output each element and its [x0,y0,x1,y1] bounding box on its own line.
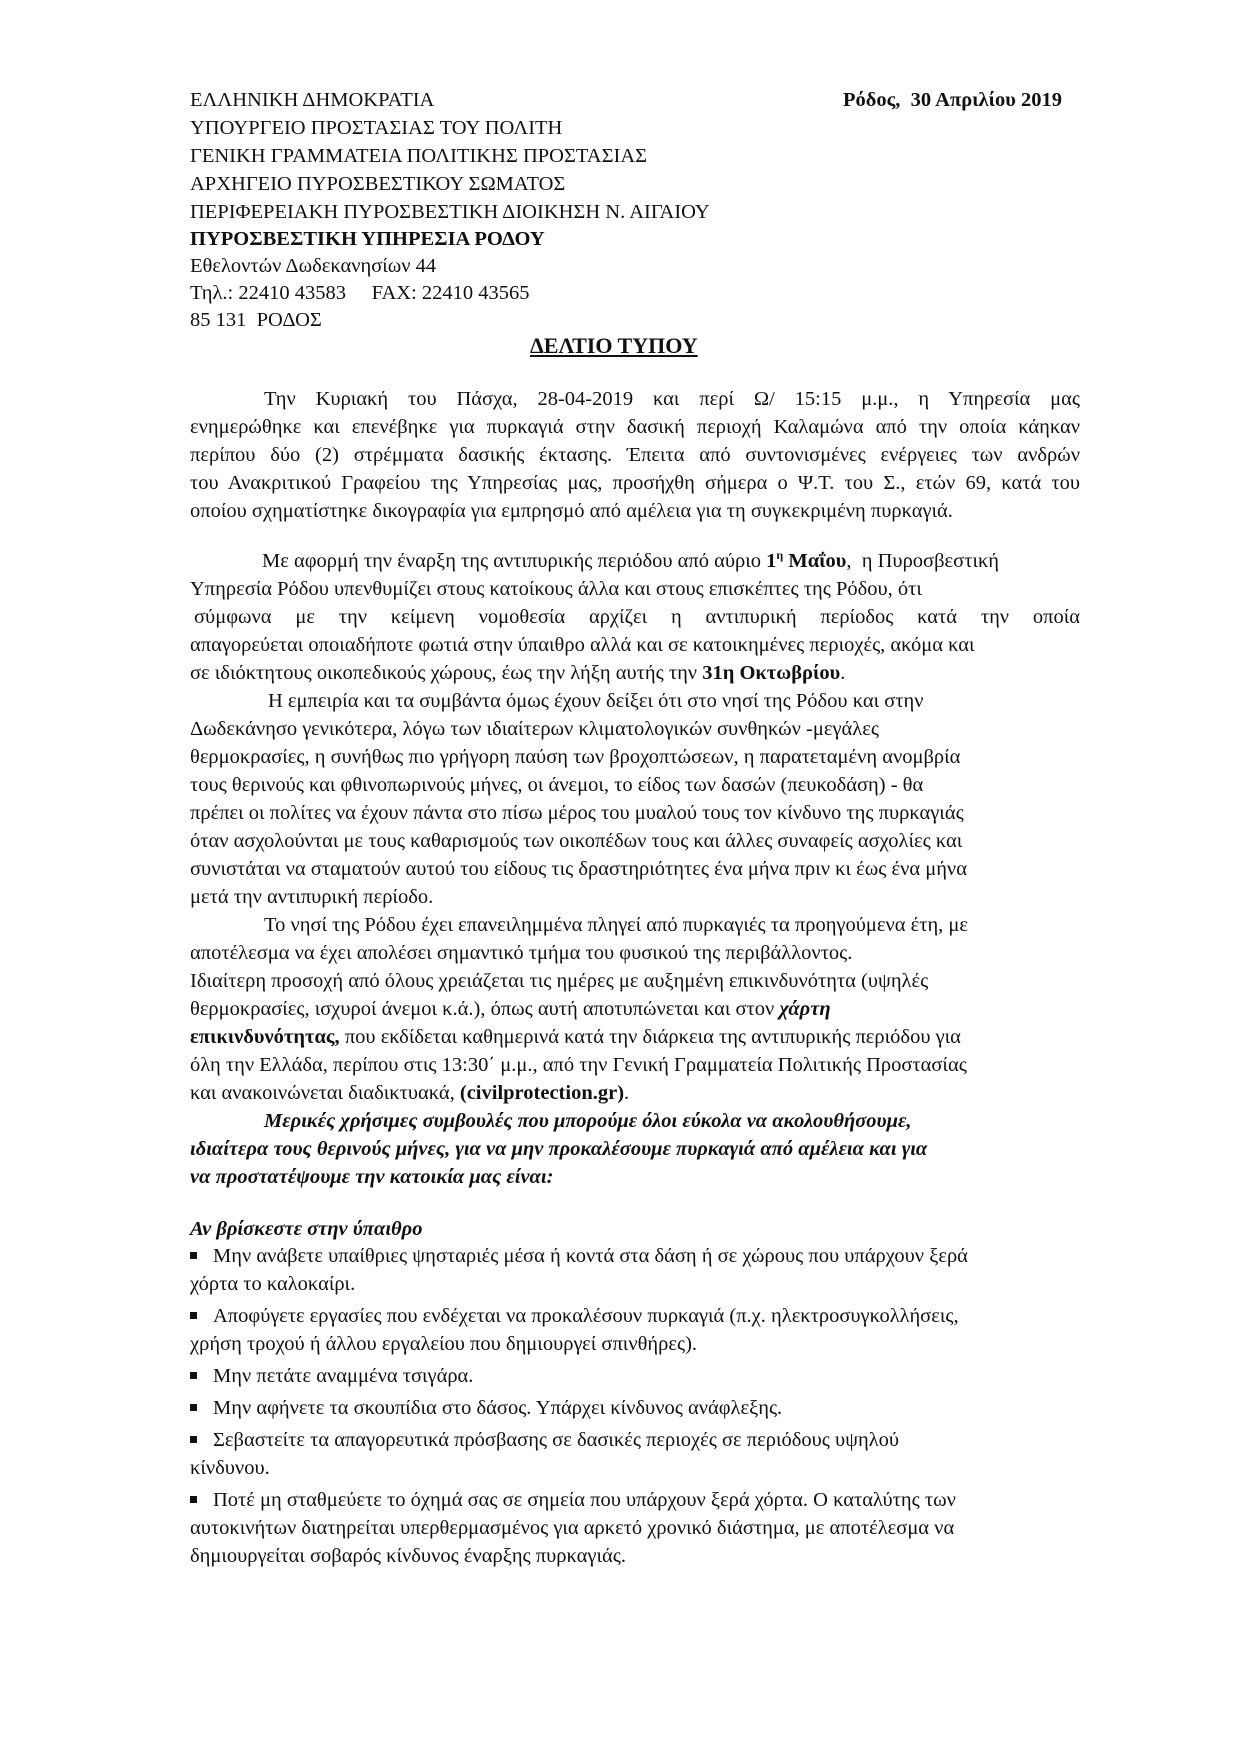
text-line: σύμφωνα με την κείμενη νομοθεσία αρχίζει η αντιπυρική περίοδος κατά την οποία [194,606,1080,628]
bullet-square-icon [190,1496,197,1503]
list-item-continuation: κίνδυνου. [190,1457,270,1479]
text-line: Υπηρεσία Ρόδου υπενθυμίζει στους κατοίκους άλλα και στους επισκέπτες της Ρόδου, ότι [190,578,922,600]
text-line: να προστατέψουμε την κατοικία μας είναι: [190,1166,554,1188]
text-line: συνιστάται να σταματούν αυτού του είδους τις δραστηριότητες ένα μήνα πριν κι έως ένα μήνα [190,858,967,880]
phone-fax-line: Τηλ.: 22410 43583 FAX: 22410 43565 [190,282,530,304]
list-item-continuation: χόρτα το καλοκαίρι. [190,1273,356,1295]
text-line: Το νησί της Ρόδου έχει επανειλημμένα πληγεί από πυρκαγιές τα προηγούμενα έτη, με [264,914,969,936]
list-item: Σεβαστείτε τα απαγορευτικά πρόσβασης σε δασικές περιοχές σε περιόδους υψηλού [190,1426,899,1454]
bullet-square-icon [190,1252,197,1259]
list-item-continuation: αυτοκινήτων διατηρείται υπερθερμασμένος για αρκετό χρονικό διάστημα, με αποτέλεσμα να [190,1517,955,1539]
letterhead-line: ΓΕΝΙΚΗ ΓΡΑΜΜΑΤΕΙΑ ΠΟΛΙΤΙΚΗΣ ΠΡΟΣΤΑΣΙΑΣ [190,145,648,167]
text-line: και ανακοινώνεται διαδικτυακά, (civilprotection.gr). [190,1082,630,1104]
letterhead-line: ΑΡΧΗΓΕΙΟ ΠΥΡΟΣΒΕΣΤΙΚΟΥ ΣΩΜΑΤΟΣ [190,173,566,195]
text-line: μετά την αντιπυρική περίοδο. [190,886,434,908]
text-line: αποτέλεσμα να έχει απολέσει σημαντικό τμήμα του φυσικού της περιβάλλοντος. [190,942,853,964]
text-line: Ιδιαίτερη προσοχή από όλους χρειάζεται τις ημέρες με αυξημένη επικινδυνότητα (υψηλές [190,970,929,992]
text-line: όλη την Ελλάδα, περίπου στις 13:30΄ μ.μ., από την Γενική Γραμματεία Πολιτικής Προστασίας [190,1054,967,1076]
text-line: πρέπει οι πολίτες να έχουν πάντα στο πίσω μέρος του μυαλού τους τον κίνδυνο της πυρκαγιάς [190,802,964,824]
text-line: απαγορεύεται οποιαδήποτε φωτιά στην ύπαιθρο αλλά και σε κατοικημένες περιοχές, ακόμα και [190,634,975,656]
letterhead-service: ΠΥΡΟΣΒΕΣΤΙΚΗ ΥΠΗΡΕΣΙΑ ΡΟΔΟΥ [190,228,545,250]
address-line: Εθελοντών Δωδεκανησίων 44 [190,255,437,277]
letterhead-line: ΕΛΛΗΝΙΚΗ ΔΗΜΟΚΡΑΤΙΑ [190,89,435,111]
bullet-square-icon [190,1436,197,1443]
letterhead-line: ΥΠΟΥΡΓΕΙΟ ΠΡΟΣΤΑΣΙΑΣ ΤΟΥ ΠΟΛΙΤΗ [190,117,563,139]
bullet-square-icon [190,1372,197,1379]
letterhead-line: ΠΕΡΙΦΕΡΕΙΑΚΗ ΠΥΡΟΣΒΕΣΤΙΚΗ ΔΙΟΙΚΗΣΗ Ν. ΑΙΓΑΙΟΥ [190,201,710,223]
date-line: Ρόδος, 30 Απριλίου 2019 [843,89,1062,111]
list-item: Μην αφήνετε τα σκουπίδια στο δάσος. Υπάρχει κίνδυνος ανάφλεξης. [190,1394,782,1422]
list-item-continuation: δημιουργείται σοβαρός κίνδυνος έναρξης πυρκαγιάς. [190,1545,626,1567]
section-heading: Αν βρίσκεστε στην ύπαιθρο [190,1218,423,1240]
text-line: σε ιδιόκτητους οικοπεδικούς χώρους, έως την λήξη αυτής την 31η Οκτωβρίου. [190,662,846,684]
text-line: θερμοκρασίες, η συνήθως πιο γρήγορη παύση των βροχοπτώσεων, η παρατεταμένη ανομβρία [190,746,961,768]
text-line: του Ανακριτικού Γραφείου της Υπηρεσίας μας, προσήχθη σήμερα ο Ψ.Τ. του Σ., ετών 69, κατά του [190,472,1080,494]
bullet-square-icon [190,1312,197,1319]
text-line: όταν ασχολούνται με τους καθαρισμούς των οικοπέδων τους και άλλες συναφείς ασχολίες και [190,830,963,852]
text-line: επικινδυνότητας, που εκδίδεται καθημερινά κατά την διάρκεια της αντιπυρικής περιόδου για [190,1026,961,1048]
text-line: περίπου δύο (2) στρέμματα δασικής έκτασης. Έπειτα από συντονισμένες ενέργειες των ανδρών [190,444,1080,466]
text-line: οποίου σχηματίστηκε δικογραφία για εμπρησμό από αμέλεια για τη συγκεκριμένη πυρκαγιά. [190,500,953,522]
text-line: τους θερινούς και φθινοπωρινούς μήνες, οι άνεμοι, το είδος των δασών (πευκοδάση) - θα [190,774,924,796]
text-line: Μερικές χρήσιμες συμβουλές που μπορούμε όλοι εύκολα να ακολουθήσουμε, [264,1110,912,1132]
bullet-square-icon [190,1404,197,1411]
text-line: θερμοκρασίες, ισχυροί άνεμοι κ.ά.), όπως αυτή αποτυπώνεται και στον χάρτη [190,998,831,1020]
text-line: Δωδεκάνησο γενικότερα, λόγω των ιδιαίτερων κλιματολογικών συνθηκών -μεγάλες [190,718,879,740]
list-item: Μην πετάτε αναμμένα τσιγάρα. [190,1362,473,1390]
list-item: Ποτέ μη σταθμεύετε το όχημά σας σε σημεία που υπάρχουν ξερά χόρτα. Ο καταλύτης των [190,1486,956,1514]
list-item: Μην ανάβετε υπαίθριες ψησταριές μέσα ή κοντά στα δάση ή σε χώρους που υπάρχουν ξερά [190,1242,968,1270]
postal-code-line: 85 131 ΡΟΔΟΣ [190,309,322,331]
text-line: ιδιαίτερα τους θερινούς μήνες, για να μην προκαλέσουμε πυρκαγιά από αμέλεια και για [190,1138,928,1160]
text-line: Η εμπειρία και τα συμβάντα όμως έχουν δείξει ότι στο νησί της Ρόδου και στην [268,690,924,712]
document-title: ΔΕΛΤΙΟ ΤΥΠΟΥ [530,333,698,358]
text-line: Με αφορμή την έναρξη της αντιπυρικής περιόδου από αύριο $1^\eta$ Μαΐου, η Πυροσβεστική [262,548,1000,572]
text-line: Την Κυριακή του Πάσχα, 28-04-2019 και περί Ω/ 15:15 μ.μ., η Υπηρεσία μας [264,388,1080,410]
list-item-continuation: χρήση τροχού ή άλλου εργαλείου που δημιουργεί σπινθήρες). [190,1333,698,1355]
text-line: ενημερώθηκε και επενέβηκε για πυρκαγιά στην δασική περιοχή Καλαμώνα από την οποία κάηκαν [190,416,1080,438]
list-item: Αποφύγετε εργασίες που ενδέχεται να προκαλέσουν πυρκαγιά (π.χ. ηλεκτροσυγκολλήσεις, [190,1302,959,1330]
